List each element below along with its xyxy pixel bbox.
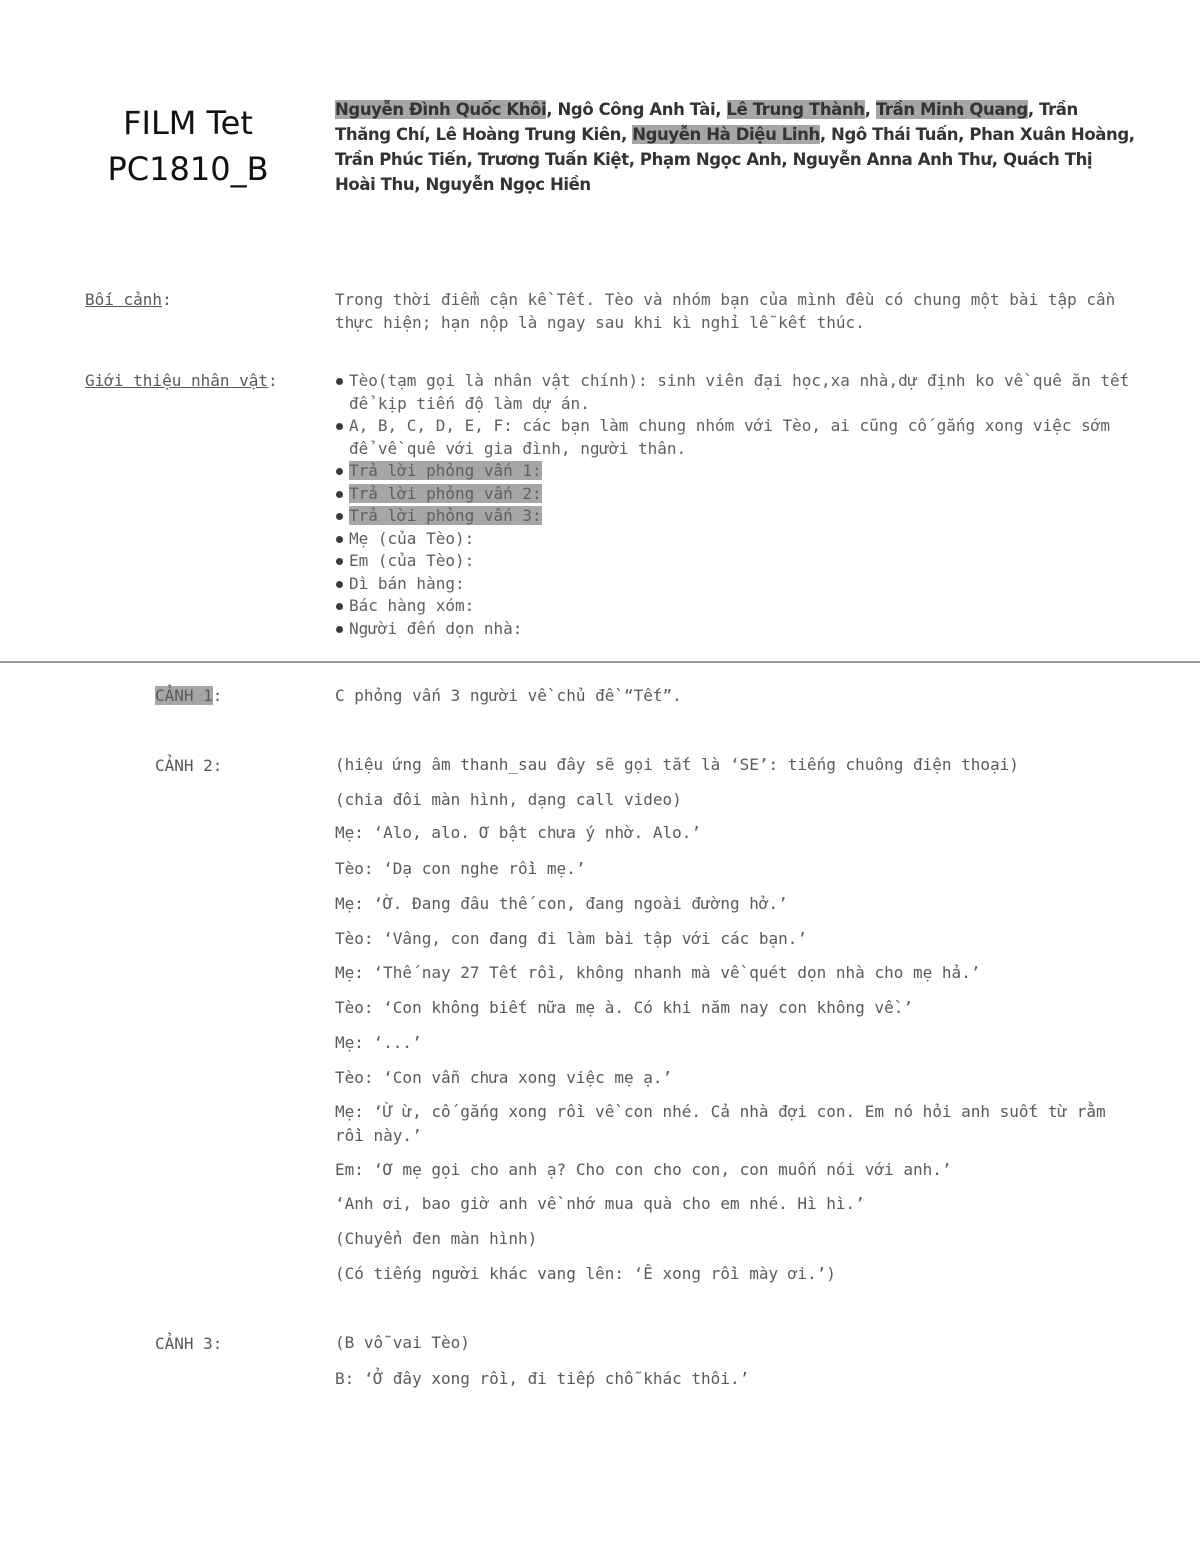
scene2-line: Mẹ: ‘...’ (335, 1033, 422, 1052)
author-name: Nguyễn Đình Quốc Khôi (335, 100, 547, 119)
author-name: Lê Hoàng Trung Kiên (435, 125, 622, 144)
character-item-text: Bác hàng xóm: (349, 596, 475, 615)
scene2-line: Mẹ: ‘Thế nay 27 Tết rồi, không nhanh mà về quét dọn nhà cho mẹ hả.’ (335, 963, 981, 982)
scene2-line: Tèo: ‘Dạ con nghe rồi mẹ.’ (335, 859, 586, 878)
author-name: Ngô Công Anh Tài (557, 100, 716, 119)
scene2-line: Mẹ: ‘Alo, alo. Ơ bật chưa ý nhờ. Alo.’ (335, 823, 702, 842)
character-item (335, 370, 1135, 415)
author-name: Lê Trung Thành (726, 100, 865, 119)
scene2-line: Em: ‘Ơ mẹ gọi cho anh ạ? Cho con cho con, con muốn nói với anh.’ (335, 1160, 952, 1179)
character-item-text: A, B, C, D, E, F: các bạn làm chung nhóm với Tèo, ai cũng cố gắng xong việc sớm để về quê với gia đình, người thân. (349, 416, 1110, 458)
character-item (335, 415, 1135, 460)
character-item (335, 483, 1135, 506)
scene2-line: (Chuyển đen màn hình) (335, 1229, 538, 1248)
author-name: Ngô Thái Tuấn (831, 125, 959, 144)
author-name: Phan Xuân Hoàng (969, 125, 1129, 144)
scene2-line: Mẹ: ‘Ừ ừ, cố gắng xong rồi về con nhé. Cả nhà đợi con. Em nó hỏi anh suốt từ rằm rồi này.’ (335, 1102, 1106, 1145)
scene2-line: Tèo: ‘Con không biết nữa mẹ à. Có khi năm nay con không về.’ (335, 998, 913, 1017)
scene3-line: B: ‘Ở đây xong rồi, đi tiếp chỗ khác thôi.’ (335, 1369, 750, 1388)
scene2-label: CẢNH 2: (155, 756, 223, 775)
scene2-line: ‘Anh ơi, bao giờ anh về nhớ mua quà cho em nhé. Hì hì.’ (335, 1194, 865, 1213)
author-name: Trần Minh Quang (875, 100, 1028, 119)
document-title (88, 100, 288, 192)
character-item (335, 550, 1135, 573)
scene2-line: (chia đôi màn hình, dạng call video) (335, 790, 682, 809)
character-item (335, 460, 1135, 483)
author-name: Nguyễn Hà Diệu Linh (632, 125, 820, 144)
character-item-text: Người đến dọn nhà: (349, 618, 523, 638)
character-item-text: Trả lời phỏng vấn 1: (349, 461, 542, 480)
author-name: Quách Thị Hoài Thu (335, 150, 1093, 194)
character-item (335, 528, 1135, 551)
characters-label: Giới thiệu nhân vật: (85, 371, 278, 390)
scene1-label: CẢNH 1: (155, 686, 223, 705)
character-item-text: Trả lời phỏng vấn 2: (349, 483, 542, 503)
authors-list: Nguyễn Đình Quốc Khôi, Ngô Công Anh Tài, Lê Trung Thành, Trần Minh Quang, Trần Thăng Chí, Lê Hoàng Trung Kiên, Nguyễn Hà Diệu Linh, Ngô Thái Tuấn, Phan Xuân Hoàng, Trần Phúc Tiến, Trương Tuấn Kiệt, Phạm Ngọc Anh, Nguyễn Anna Anh Thư, Quách Thị Hoài Thu, Nguyễn Ngọc Hiền (335, 100, 1135, 194)
scene2-line: Tèo: ‘Con vẫn chưa xong việc mẹ ạ.’ (335, 1068, 673, 1087)
scene2-line: (hiệu ứng âm thanh_sau đây sẽ gọi tắt là ‘SE’: tiếng chuông điện thoại) (335, 755, 1019, 774)
scene2-line: (Có tiếng người khác vang lên: ‘Ê xong rồi mày ơi.’) (335, 1264, 836, 1283)
characters-list (335, 370, 1135, 640)
author-name: Trương Tuấn Kiệt (477, 150, 629, 169)
character-item (335, 595, 1135, 618)
scene3-label: CẢNH 3: (155, 1334, 223, 1353)
context-text: Trong thời điểm cận kề Tết. Tèo và nhóm bạn của mình đều có chung một bài tập cần thực hiện; hạn nộp là ngay sau khi kì nghỉ lễ kết thúc. (335, 290, 1116, 332)
title-line-2: PC1810_B (107, 150, 269, 188)
page-divider (0, 661, 1200, 663)
character-item-text: Em (của Tèo): (349, 551, 475, 570)
author-name: Trần Phúc Tiến (335, 150, 467, 169)
author-name: Nguyễn Ngọc Hiền (425, 175, 591, 194)
scene2-line: Mẹ: ‘Ờ. Đang đâu thế con, đang ngoài đường hở.’ (335, 894, 788, 913)
character-item (335, 573, 1135, 596)
scene1-text: C phỏng vấn 3 người về chủ đề “Tết”. (335, 686, 682, 705)
character-item (335, 618, 1135, 641)
character-item-text: Mẹ (của Tèo): (349, 528, 475, 548)
author-name: Phạm Ngọc Anh (639, 150, 782, 169)
character-item-text: Tèo(tạm gọi là nhân vật chính): sinh viên đại học,xa nhà,dự định ko về quê ăn tết để kịp tiến độ làm dự án. (349, 371, 1130, 413)
author-name: Trần Thăng Chí (335, 100, 1078, 144)
scene2-line: Tèo: ‘Vâng, con đang đi làm bài tập với các bạn.’ (335, 929, 808, 948)
scene3-line: (B vỗ vai Tèo) (335, 1333, 470, 1352)
character-item-text: Dì bán hàng: (349, 573, 465, 593)
title-line-1: FILM Tet (123, 104, 253, 142)
character-item-text: Trả lời phỏng vấn 3: (349, 506, 542, 525)
author-name: Nguyễn Anna Anh Thư (792, 150, 992, 169)
context-label: Bối cảnh: (85, 290, 172, 309)
character-item (335, 505, 1135, 528)
